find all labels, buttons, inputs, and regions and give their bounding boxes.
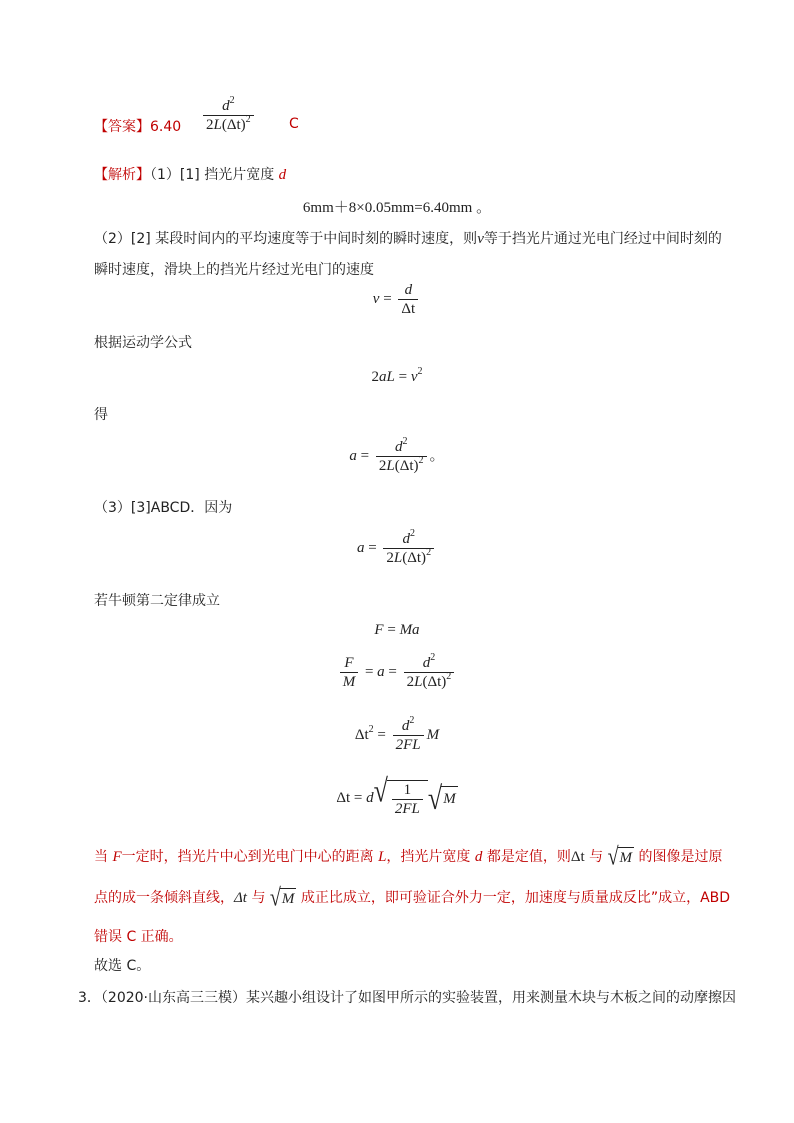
answer-line <box>94 116 181 136</box>
kinematics-text: 根据运动学公式 <box>94 335 192 351</box>
analysis-part1: 【解析】（1）[1] 挡光片宽度 d <box>94 167 287 183</box>
de-text: 得 <box>94 407 108 423</box>
question-number: 3． <box>78 990 101 1006</box>
analysis-part2-line2: 瞬时速度，滑块上的挡光片经过光电门的速度 <box>94 262 374 278</box>
analysis-label: 【解析】 <box>94 167 150 183</box>
equation-newton: F = Ma <box>374 622 420 638</box>
analysis-part3: （3）[3]ABCD．因为 <box>94 500 233 516</box>
conclusion-line2: 点的成一条倾斜直线，Δt 与 √ M 成正比成立，即可验证合外力一定，加速度与质量成反比”成立，ABD <box>94 884 731 912</box>
equation-velocity: v = $\frac{d}{\Delta t}$ <box>0 282 794 317</box>
next-question <box>78 987 736 1007</box>
question-text: （2020·山东高三三模）某兴趣小组设计了如图甲所示的实验装置，用来测量木块与木板之间的动摩擦因 <box>100 990 736 1006</box>
answer-formula: $\frac{d^2}{2L(\Delta t)^2}$ <box>200 98 257 133</box>
newton-text: 若牛顿第二定律成立 <box>94 593 220 609</box>
equation-acceleration: a = $\frac{d^2}{2L(\Delta t)^2}$ 。 <box>349 436 445 474</box>
choose-text: 故选 C。 <box>94 958 151 974</box>
conclusion-line3: 错误 C 正确。 <box>94 929 183 945</box>
equation-acceleration-2: a = $\frac{d^2}{2L(\Delta t)^2}$ <box>0 531 794 566</box>
analysis-part2-line1: （2）[2] 某段时间内的平均速度等于中间时刻的瞬时速度，则v等于挡光片通过光电门经过中间时刻的 <box>94 231 722 247</box>
conclusion-line1: 当 F一定时，挡光片中心到光电门中心的距离 L，挡光片宽度 d 都是定值，则Δt 与 √ M 的图像是过原 <box>94 843 723 871</box>
equation-f-over-m: $\frac{F}{M}$ = a = $\frac{d^2}{2L(\Delta t)^2}$ <box>0 655 794 690</box>
calc-line: 6mm＋8×0.05mm=6.40mm 。 <box>302 200 492 216</box>
equation-kinematics: $2aL = v^2$ <box>371 366 423 385</box>
answer-value-1: 6.40 <box>150 119 182 135</box>
answer-value-3: C <box>289 116 299 132</box>
equation-dt-squared: $\Delta t^2$ = $\frac{d^2}{2FL}$ M <box>354 715 440 753</box>
equation-dt: Δt = d √ $\frac{1}{2FL}$ √ M <box>336 772 456 817</box>
answer-label: 【答案】 <box>94 119 150 135</box>
